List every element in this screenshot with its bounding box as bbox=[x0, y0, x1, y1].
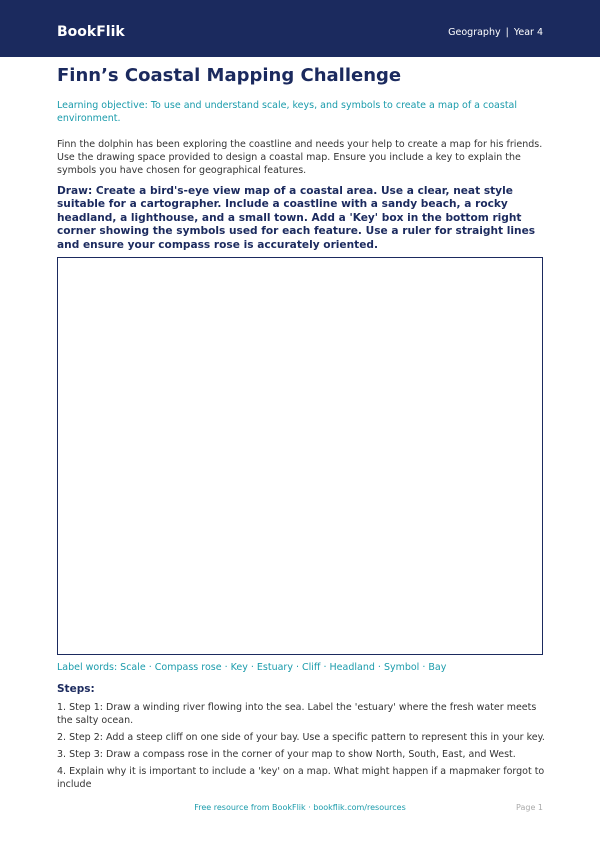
header-meta bbox=[448, 26, 543, 40]
meta-separator: | bbox=[505, 27, 509, 38]
steps-heading: Steps: bbox=[57, 683, 95, 695]
label-words: Label words: Scale · Compass rose · Key · Estuary · Cliff · Headland · Symbol · Bay bbox=[57, 662, 447, 673]
steps-list bbox=[57, 701, 545, 790]
intro-paragraph: Finn the dolphin has been exploring the coastline and needs your help to create a map for his friends. Use the drawing space provided to design a coastal map. Ensure you include a key to explain the symbols you have chosen for geographical features. bbox=[57, 139, 543, 176]
drawing-area[interactable] bbox=[57, 257, 543, 655]
brand-logo-text: BookFlik bbox=[57, 24, 125, 40]
subject-label: Geography bbox=[448, 27, 501, 38]
learning-objective: Learning objective: To use and understand scale, keys, and symbols to create a map of a coastal environment. bbox=[57, 100, 518, 124]
page-title: Finn’s Coastal Mapping Challenge bbox=[57, 65, 402, 86]
footer-credit: Free resource from BookFlik · bookflik.com/resources bbox=[194, 803, 406, 812]
draw-instruction: Draw: Create a bird's-eye view map of a coastal area. Use a clear, neat style suitable for a cartographer. Include a coastline with a sandy beach, a rocky headland, a lighthouse, and a small town. Add a 'Key' box in the bottom right corner showing the symbols used for each feature. Use a ruler for straight lines and ensure your compass rose is accurately oriented. bbox=[57, 185, 536, 251]
step-item: 4. Explain why it is important to include a 'key' on a map. What might happen if a mapmaker forgot to include bbox=[57, 766, 545, 790]
step-item: 2. Step 2: Add a steep cliff on one side of your bay. Use a specific pattern to represent this in your key. bbox=[57, 732, 545, 743]
step-item: 3. Step 3: Draw a compass rose in the corner of your map to show North, South, East, and West. bbox=[57, 749, 516, 760]
page-header bbox=[0, 0, 600, 57]
year-label: Year 4 bbox=[513, 27, 543, 38]
page-number: Page 1 bbox=[516, 803, 543, 812]
step-item: 1. Step 1: Draw a winding river flowing into the sea. Label the 'estuary' where the fresh water meets the salty ocean. bbox=[57, 702, 537, 726]
